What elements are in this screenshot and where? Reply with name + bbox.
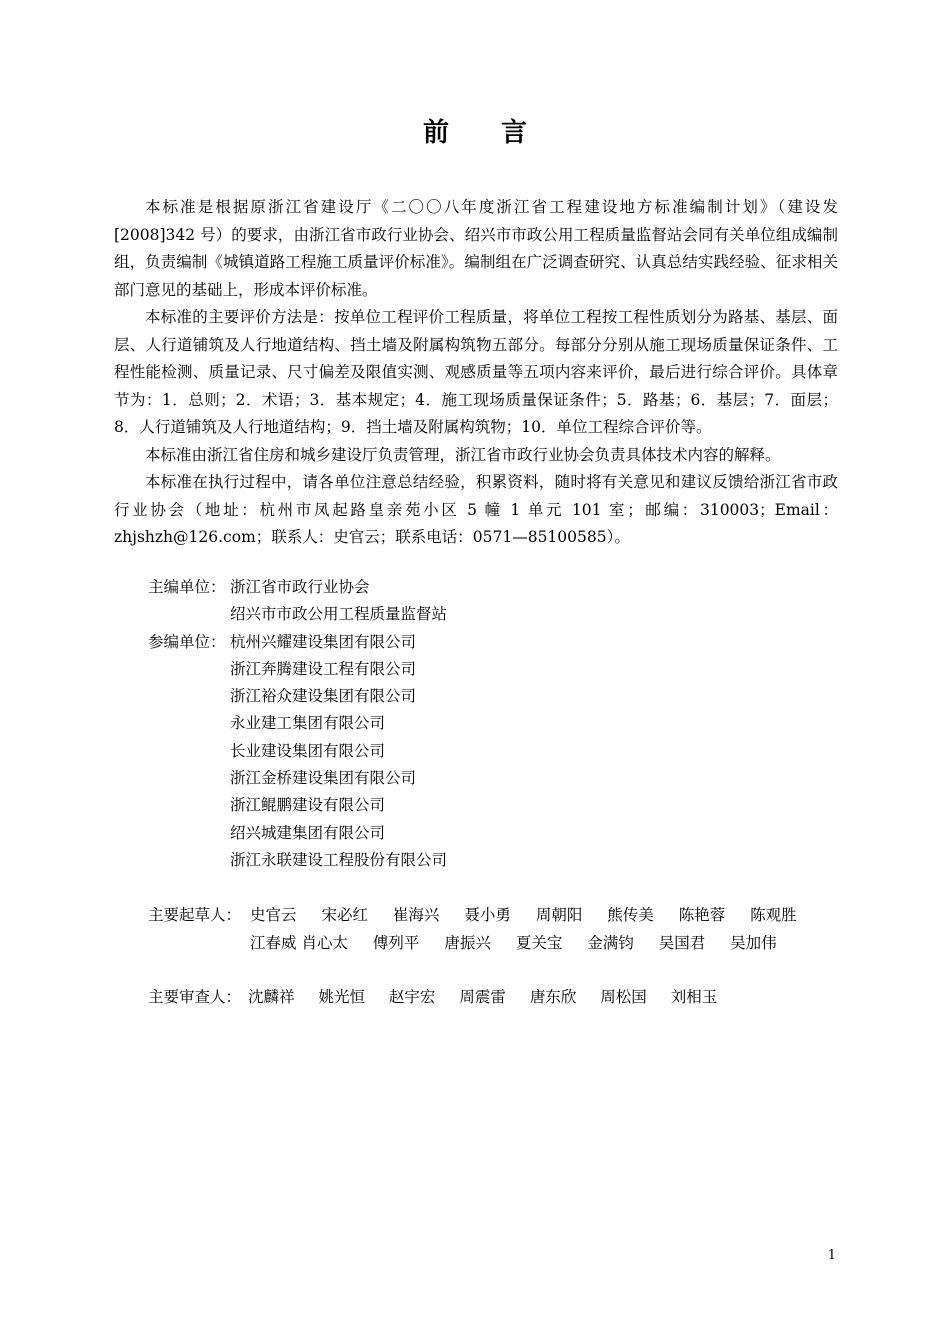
drafter-name: 傅列平 — [372, 933, 420, 952]
reviewers-section — [148, 984, 848, 1012]
paragraph-4: 本标准在执行过程中，请各单位注意总结经验，积累资料，随时将有关意见和建议反馈给浙江省市政行业协会（地址：杭州市凤起路皇亲苑小区 5 幢 1 单元 101 室；邮编：310003；Email：zhjshzh@126.com；联系人：史官云；联系电话：0571—85100585）。 — [114, 473, 838, 546]
drafter-name: 陈观胜 — [750, 906, 797, 924]
drafter-name: 金满钧 — [587, 933, 634, 952]
drafter-name: 周朝阳 — [535, 906, 583, 924]
participating-units-list — [230, 629, 447, 875]
reviewer-name: 周松国 — [600, 988, 647, 1006]
reviewer-name: 姚光恒 — [318, 988, 365, 1006]
chief-unit-item: 绍兴市市政公用工程质量监督站 — [230, 605, 448, 624]
reviewers-label: 主要审查人： — [148, 988, 242, 1006]
units-section — [148, 574, 447, 874]
reviewers-list — [248, 984, 838, 1012]
participating-unit-item: 浙江金桥建设集团有限公司 — [230, 769, 417, 788]
participating-unit-item: 浙江裕众建设集团有限公司 — [230, 687, 417, 706]
drafters-section — [148, 902, 848, 957]
drafter-name: 聂小勇 — [464, 906, 511, 924]
drafter-name: 崔海兴 — [392, 906, 440, 924]
drafter-name: 熊传美 — [607, 906, 654, 924]
participating-unit-item: 杭州兴耀建设集团有限公司 — [230, 632, 417, 651]
drafter-name: 陈艳蓉 — [678, 906, 726, 924]
drafter-name: 肖心太 — [301, 933, 348, 952]
participating-units-label: 参编单位： — [148, 632, 226, 651]
title-char-1: 前 — [422, 118, 449, 148]
title-char-2: 言 — [501, 118, 528, 148]
chief-units — [148, 574, 447, 629]
participating-unit-item: 浙江奔腾建设工程有限公司 — [230, 659, 417, 678]
preface-body — [114, 194, 838, 552]
participating-unit-item: 浙江鲲鹏建设有限公司 — [230, 796, 386, 815]
drafters-label: 主要起草人： — [148, 906, 242, 924]
reviewer-name: 沈麟祥 — [248, 988, 295, 1006]
drafter-name: 夏关宝 — [515, 933, 563, 952]
chief-units-label: 主编单位： — [148, 578, 226, 596]
drafter-name: 宋必红 — [321, 906, 368, 924]
drafter-name: 吴国君 — [658, 933, 706, 952]
participating-unit-item: 浙江永联建设工程股份有限公司 — [230, 850, 448, 869]
reviewer-name: 唐东欣 — [529, 988, 577, 1006]
participating-unit-item: 长业建设集团有限公司 — [230, 741, 386, 760]
chief-unit-item: 浙江省市政行业协会 — [230, 578, 370, 596]
paragraph-2: 本标准的主要评价方法是：按单位工程评价工程质量，将单位工程按工程性质划分为路基、基层、面层、人行道铺筑及人行地道结构、挡土墙及附属构筑物五部分。每部分分别从施工现场质量保证条件、工程性能检测、质量记录、尺寸偏差及限值实测、观感质量等五项内容来评价，最后进行综合评价。具体章节为：1．总则；2．术语；3．基本规定；4．施工现场质量保证条件；5．路基；6．基层；7．面层；8．人行道铺筑及人行地道结构；9．挡土墙及附属构筑物；10．单位工程综合评价等。 — [114, 308, 838, 436]
drafters-list — [250, 902, 840, 957]
paragraph-3: 本标准由浙江省住房和城乡建设厅负责管理，浙江省市政行业协会负责具体技术内容的解释。 — [145, 445, 781, 464]
participating-unit-item: 绍兴城建集团有限公司 — [230, 823, 386, 842]
drafter-name: 江春威 — [250, 933, 297, 952]
chief-units-list — [230, 574, 447, 629]
drafter-name: 吴加伟 — [730, 933, 777, 952]
reviewer-name: 赵宇宏 — [388, 988, 436, 1006]
paragraph-1: 本标准是根据原浙江省建设厅《二〇〇八年度浙江省工程建设地方标准编制计划》（建设发[2008]342 号）的要求，由浙江省市政行业协会、绍兴市市政公用工程质量监督站会同有关单位组成编制组，负责编制《城镇道路工程施工质量评价标准》。编制组在广泛调查研究、认真总结实践经验、征求相关部门意见的基础上，形成本评价标准。 — [114, 198, 838, 299]
drafter-name: 史官云 — [250, 906, 297, 924]
page-number: 1 — [827, 1248, 836, 1263]
participating-units — [148, 629, 447, 875]
participating-unit-item: 永业建工集团有限公司 — [230, 714, 386, 733]
drafter-name: 唐振兴 — [444, 933, 491, 952]
page-title — [0, 112, 950, 149]
reviewer-name: 周震雷 — [459, 988, 506, 1006]
reviewer-name: 刘相玉 — [670, 988, 718, 1006]
